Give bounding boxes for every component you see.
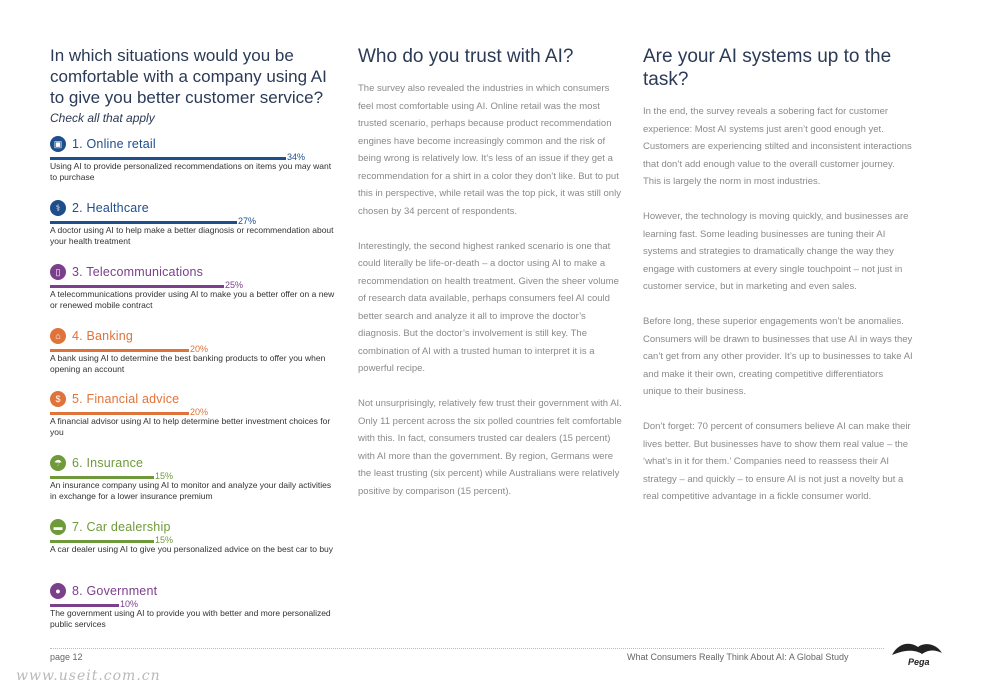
chart-item-label: 4. Banking	[72, 329, 134, 343]
question-block	[50, 45, 340, 125]
chart-item-label: 7. Car dealership	[72, 520, 171, 534]
chart-bar	[50, 349, 189, 352]
chart-item	[50, 263, 340, 311]
middle-paragraph: Not unsurprisingly, relatively few trust their government with AI. Only 11 percent across the six polled countries felt comfortable with this. In fact, consumers trusted car dealers (15 percent) with AI more than the government. By region, Germans were the least trusting (six percent) while Australians were relatively positive by comparison (15 percent).	[358, 398, 622, 497]
logo-text: Pega	[908, 657, 930, 667]
chart-item-description: The government using AI to provide you with better and more personalized public services	[50, 608, 331, 629]
chart-bar-row	[50, 345, 340, 355]
chart-bar-value: 10%	[120, 599, 139, 609]
page-number: page 12	[50, 652, 83, 662]
chart-bar	[50, 285, 224, 288]
money-hand-icon: $	[50, 391, 66, 407]
middle-body	[358, 80, 626, 500]
chart-bar-value: 27%	[238, 216, 257, 226]
person-icon: ●	[50, 583, 66, 599]
chart-bar-value: 15%	[155, 471, 174, 481]
right-title: Are your AI systems up to the task?	[643, 46, 892, 90]
chart-bar-row	[50, 281, 340, 291]
bank-icon: ⌂	[50, 328, 66, 344]
chart-bar-value: 25%	[225, 280, 244, 290]
right-body	[643, 103, 913, 506]
chart-bar-row	[50, 408, 340, 418]
chart-bar	[50, 412, 189, 415]
chart-item-header	[50, 135, 340, 153]
chart-item	[50, 199, 340, 247]
right-paragraph: Before long, these superior engagements won’t be anomalies. Consumers will be drawn to businesses that use AI in ways they can’t get from any other provider. It’s up to businesses to take AI and make it their own, creating competitive differentiators unique to their business.	[643, 316, 913, 397]
chart-bar	[50, 540, 154, 543]
chart-bar-value: 20%	[190, 344, 209, 354]
document-title: What Consumers Really Think About AI: A Global Study	[627, 652, 849, 662]
chart-bar-value: 34%	[287, 152, 306, 162]
chart-item-label: 3. Telecommunications	[72, 265, 204, 279]
chart-bar-row	[50, 472, 340, 482]
chart-item-header	[50, 454, 340, 472]
chart-item-header	[50, 199, 340, 217]
chart-item-label: 1. Online retail	[72, 137, 156, 151]
chart-bar-row	[50, 536, 340, 546]
question-subtitle: Check all that apply	[50, 111, 155, 125]
chart-item-description: A doctor using AI to help make a better diagnosis or recommendation about your health treatment	[50, 225, 334, 246]
chart-item-header	[50, 518, 340, 536]
chart-item	[50, 135, 340, 183]
chart-item-description: A bank using AI to determine the best banking products to offer you when opening an account	[50, 353, 326, 374]
middle-paragraph: Interestingly, the second highest ranked scenario is one that could literally be life-or-death – a doctor using AI to make a recommendation on health treatment. Given the sheer volume of research data available, perhaps consumers feel AI could better search and analyze it all to improve the doctor’s diagnosis. But the doctor’s involvement is still key. The combination of AI with a trusted human to interpret it is a powerful recipe.	[358, 240, 619, 374]
middle-title: Who do you trust with AI?	[358, 46, 574, 67]
mobile-phone-icon: ▯	[50, 264, 66, 280]
chart-item-label: 2. Healthcare	[72, 201, 149, 215]
chart-bar	[50, 476, 154, 479]
chart-item-label: 8. Government	[72, 584, 158, 598]
chart-bar-row	[50, 600, 340, 610]
chart-item-header	[50, 582, 340, 600]
chart-item	[50, 390, 340, 438]
footer-divider	[50, 648, 884, 649]
umbrella-icon: ☂	[50, 455, 66, 471]
chart-item-description: Using AI to provide personalized recommendations on items you may want to purchase	[50, 161, 332, 182]
chart-item-header	[50, 390, 340, 408]
chart-item-description: A financial advisor using AI to help determine better investment choices for you	[50, 416, 331, 437]
right-column	[643, 45, 913, 523]
chart-item-description: A telecommunications provider using AI to make you a better offer on a new or renewed mobile contract	[50, 289, 335, 310]
pega-logo	[888, 641, 944, 667]
chart-item-label: 5. Financial advice	[72, 392, 180, 406]
chart-item-label: 6. Insurance	[72, 456, 144, 470]
chart-bar	[50, 157, 286, 160]
chart-item-description: A car dealer using AI to give you personalized advice on the best car to buy	[50, 544, 334, 554]
chart-bar-row	[50, 217, 340, 227]
stethoscope-icon: ⚕	[50, 200, 66, 216]
right-paragraph: In the end, the survey reveals a sobering fact for customer experience: Most AI systems just aren’t good enough yet. Customers are experiencing stilted and inconsistent interactions that don’t add enough value to the overall customer journey. This is largely the norm in most industries.	[643, 106, 912, 187]
watermark: www.useit.com.cn	[16, 668, 161, 684]
chart-item-header	[50, 263, 340, 281]
chart-item-description: An insurance company using AI to monitor and analyze your daily activities in exchange for a lower insurance premium	[50, 480, 332, 501]
chart-bar	[50, 221, 237, 224]
chart-bar	[50, 604, 119, 607]
chart-item	[50, 518, 340, 555]
right-paragraph: Don’t forget: 70 percent of consumers believe AI can make their lives better. But businesses have to show them real value – the ‘what’s in it for them.’ Companies need to reassess their AI strategy – and quickly – to ensure AI is not just a novelty but a real competitive advantage in a fickle consumer world.	[643, 421, 911, 502]
chart-bar-row	[50, 153, 340, 163]
chart-item	[50, 582, 340, 630]
middle-paragraph: The survey also revealed the industries in which consumers feel most comfortable using AI. Online retail was the most trusted scenario, perhaps because product recommendation engines have become increasingly common and the risk of being wrong is relatively low. It’s less of an issue if they get a recommendation for a shirt in a color they don’t like. But to put this in perspective, while retail was the top pick, it was still only chosen by 34 percent of respondents.	[358, 83, 621, 217]
chart-item	[50, 327, 340, 375]
chart-bar-value: 15%	[155, 535, 174, 545]
chart-item-header	[50, 327, 340, 345]
car-icon: ▬	[50, 519, 66, 535]
middle-column	[358, 45, 626, 518]
chart-bar-value: 20%	[190, 407, 209, 417]
shopping-bag-icon: ▣	[50, 136, 66, 152]
chart-item	[50, 454, 340, 502]
right-paragraph: However, the technology is moving quickly, and businesses are learning fast. Some leading businesses are tuning their AI systems and strategies to dramatically change the way they engage with customers at every single touchpoint – not just in customer service, but in marketing and even sales.	[643, 211, 909, 292]
question-title: In which situations would you be comfortable with a company using AI to give you better customer service?	[50, 46, 327, 107]
